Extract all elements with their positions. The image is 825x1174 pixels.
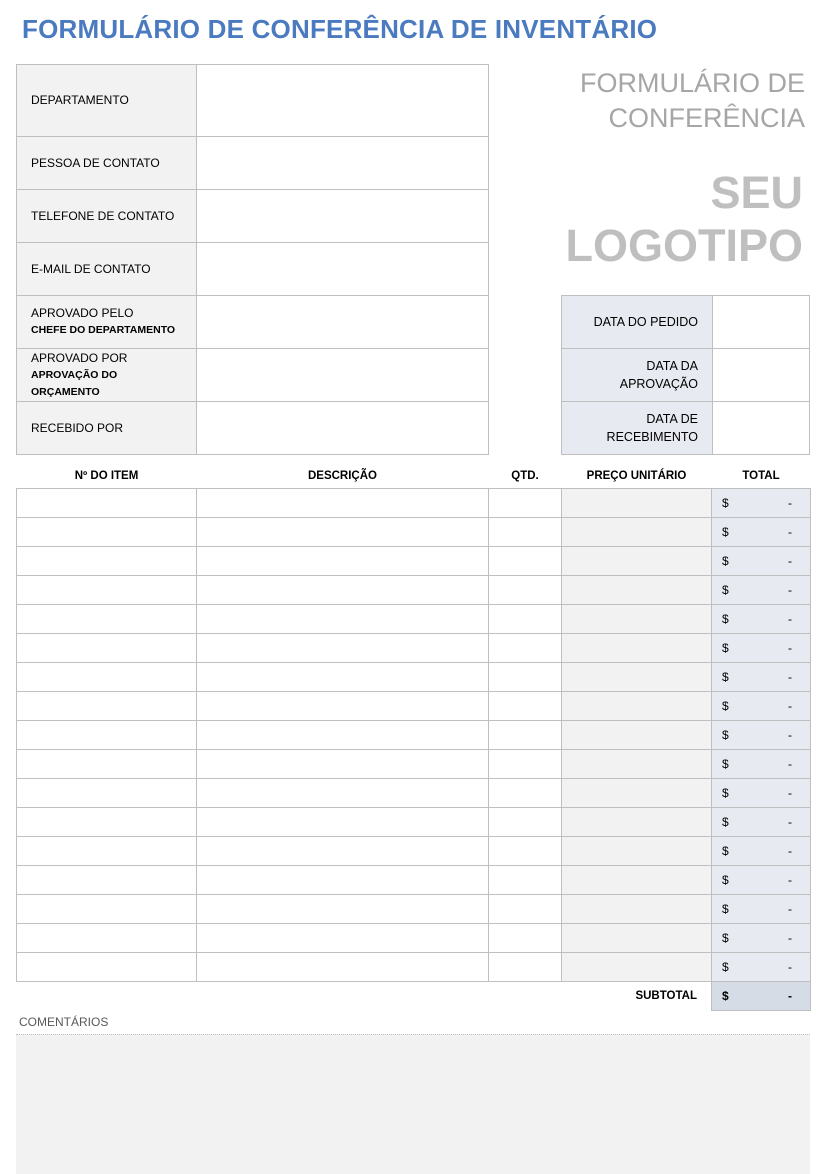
email-contato-field[interactable] [197,243,489,296]
preco-unitario-cell[interactable] [562,662,712,691]
descricao-cell[interactable] [197,691,489,720]
pessoa-contato-field[interactable] [197,137,489,190]
qtd-cell[interactable] [489,517,562,546]
total-cell [712,894,811,923]
subtotal-value [712,981,811,1010]
aprovado-pelo-text: APROVADO PELO [31,306,134,320]
table-row [17,865,811,894]
currency-symbol: $ [722,901,729,916]
currency-symbol: $ [722,495,729,510]
page-title: FORMULÁRIO DE CONFERÊNCIA DE INVENTÁRIO [22,14,658,44]
total-cell [712,517,811,546]
table-row [17,488,811,517]
table-row [17,749,811,778]
comments-label: COMENTÁRIOS [19,1015,109,1029]
table-row [17,923,811,952]
comments-field[interactable] [16,1034,810,1174]
subtitle-line-2: CONFERÊNCIA [608,103,805,133]
total-cell [712,662,811,691]
subtitle-line-1: FORMULÁRIO DE [579,68,805,98]
total-cell [712,720,811,749]
total-amount: - [788,727,792,742]
total-cell [712,807,811,836]
data-aprovacao-field[interactable] [713,349,810,402]
qtd-cell[interactable] [489,778,562,807]
info-table [16,64,489,455]
preco-unitario-cell[interactable] [562,633,712,662]
table-row [17,691,811,720]
currency-symbol: $ [722,930,729,945]
descricao-cell[interactable] [197,778,489,807]
subtotal-label: SUBTOTAL [635,989,697,1002]
total-cell [712,923,811,952]
total-amount: - [788,959,792,974]
qtd-cell[interactable] [489,546,562,575]
currency-symbol: $ [722,698,729,713]
item-number-cell[interactable] [17,923,197,952]
header-total: TOTAL [742,469,780,482]
qtd-cell[interactable] [489,865,562,894]
item-number-cell[interactable] [17,662,197,691]
aprovado-chefe-label [17,296,197,349]
currency-symbol: $ [722,611,729,626]
table-row [17,662,811,691]
telefone-contato-field[interactable] [197,190,489,243]
total-amount: - [788,553,792,568]
currency-symbol: $ [722,582,729,597]
subtotal-amount: - [788,988,792,1003]
item-number-cell[interactable] [17,575,197,604]
table-row [17,604,811,633]
descricao-cell[interactable] [197,952,489,981]
currency-symbol: $ [722,553,729,568]
descricao-cell[interactable] [197,923,489,952]
table-row [17,894,811,923]
total-amount: - [788,756,792,771]
currency-symbol: $ [722,524,729,539]
preco-unitario-cell[interactable] [562,691,712,720]
item-number-cell[interactable] [17,720,197,749]
qtd-cell[interactable] [489,807,562,836]
item-number-cell[interactable] [17,488,197,517]
preco-unitario-cell[interactable] [562,923,712,952]
total-amount: - [788,640,792,655]
total-cell [712,633,811,662]
currency-symbol: $ [722,727,729,742]
descricao-cell[interactable] [197,633,489,662]
total-amount: - [788,582,792,597]
subtotal-currency: $ [722,988,729,1003]
form-subtitle [545,66,805,136]
item-number-cell[interactable] [17,894,197,923]
aprovado-orcamento-label [17,349,197,402]
telefone-contato-label: TELEFONE DE CONTATO [17,190,197,243]
table-row [17,807,811,836]
qtd-cell[interactable] [489,836,562,865]
total-amount: - [788,901,792,916]
item-number-cell[interactable] [17,546,197,575]
preco-unitario-cell[interactable] [562,546,712,575]
header-item-number: Nº DO ITEM [74,469,139,482]
qtd-cell[interactable] [489,952,562,981]
total-amount: - [788,814,792,829]
currency-symbol: $ [722,785,729,800]
currency-symbol: $ [722,640,729,655]
data-recebimento-line-1: DATA DE [646,412,698,426]
preco-unitario-cell[interactable] [562,778,712,807]
total-cell [712,836,811,865]
descricao-cell[interactable] [197,662,489,691]
table-row [17,517,811,546]
item-number-cell[interactable] [17,807,197,836]
total-amount: - [788,611,792,626]
total-amount: - [788,843,792,858]
descricao-cell[interactable] [197,488,489,517]
qtd-cell[interactable] [489,894,562,923]
pessoa-contato-label: PESSOA DE CONTATO [17,137,197,190]
preco-unitario-cell[interactable] [562,836,712,865]
currency-symbol: $ [722,756,729,771]
departamento-label: DEPARTAMENTO [17,65,197,137]
logo-placeholder [523,166,803,272]
chefe-departamento-text: CHEFE DO DEPARTAMENTO [31,324,176,336]
data-recebimento-field[interactable] [713,402,810,455]
total-cell [712,488,811,517]
total-cell [712,749,811,778]
email-contato-label: E-MAIL DE CONTATO [17,243,197,296]
preco-unitario-cell[interactable] [562,894,712,923]
currency-symbol: $ [722,843,729,858]
table-row [17,778,811,807]
currency-symbol: $ [722,814,729,829]
item-number-cell[interactable] [17,778,197,807]
qtd-cell[interactable] [489,691,562,720]
qtd-cell[interactable] [489,923,562,952]
aprovacao-orcamento-text: APROVAÇÃO DO ORÇAMENTO [31,368,118,398]
table-row [17,952,811,981]
departamento-field[interactable] [197,65,489,137]
aprovado-orcamento-field[interactable] [197,349,489,402]
preco-unitario-cell[interactable] [562,575,712,604]
subtotal-row [17,981,811,1010]
table-row [17,575,811,604]
data-aprovacao-label [562,349,713,402]
qtd-cell[interactable] [489,720,562,749]
descricao-cell[interactable] [197,720,489,749]
total-cell [712,546,811,575]
total-amount: - [788,669,792,684]
descricao-cell[interactable] [197,749,489,778]
dates-table [561,295,810,455]
item-number-cell[interactable] [17,952,197,981]
data-pedido-field[interactable] [713,296,810,349]
preco-unitario-cell[interactable] [562,749,712,778]
total-cell [712,952,811,981]
data-aprovacao-line-2: APROVAÇÃO [619,377,698,391]
descricao-cell[interactable] [197,807,489,836]
header-qtd: QTD. [511,469,539,482]
item-number-cell[interactable] [17,633,197,662]
logo-line-2: LOGOTIPO [565,220,803,271]
preco-unitario-cell[interactable] [562,952,712,981]
data-recebimento-line-2: RECEBIMENTO [606,430,698,444]
qtd-cell[interactable] [489,749,562,778]
qtd-cell[interactable] [489,604,562,633]
preco-unitario-cell[interactable] [562,720,712,749]
total-amount: - [788,785,792,800]
table-row [17,633,811,662]
aprovado-chefe-field[interactable] [197,296,489,349]
aprovado-por-text: APROVADO POR [31,350,128,365]
item-number-cell[interactable] [17,604,197,633]
preco-unitario-cell[interactable] [562,604,712,633]
descricao-cell[interactable] [197,517,489,546]
recebido-por-field[interactable] [197,402,489,455]
preco-unitario-cell[interactable] [562,488,712,517]
data-aprovacao-line-1: DATA DA [646,359,698,373]
currency-symbol: $ [722,872,729,887]
total-cell [712,575,811,604]
qtd-cell[interactable] [489,488,562,517]
descricao-cell[interactable] [197,894,489,923]
currency-symbol: $ [722,669,729,684]
descricao-cell[interactable] [197,836,489,865]
total-cell [712,604,811,633]
total-amount: - [788,495,792,510]
item-number-cell[interactable] [17,836,197,865]
preco-unitario-cell[interactable] [562,865,712,894]
item-number-cell[interactable] [17,865,197,894]
total-amount: - [788,524,792,539]
total-cell [712,778,811,807]
descricao-cell[interactable] [197,575,489,604]
descricao-cell[interactable] [197,604,489,633]
table-row [17,720,811,749]
header-preco-unitario: PREÇO UNITÁRIO [586,469,687,482]
table-row [17,836,811,865]
data-pedido-label: DATA DO PEDIDO [562,296,713,349]
items-table [16,464,811,1011]
total-amount: - [788,930,792,945]
qtd-cell[interactable] [489,662,562,691]
item-number-cell[interactable] [17,517,197,546]
item-number-cell[interactable] [17,691,197,720]
header-descricao: DESCRIÇÃO [307,469,377,482]
qtd-cell[interactable] [489,633,562,662]
descricao-cell[interactable] [197,546,489,575]
preco-unitario-cell[interactable] [562,807,712,836]
descricao-cell[interactable] [197,865,489,894]
logo-line-1: SEU [710,167,803,218]
preco-unitario-cell[interactable] [562,517,712,546]
item-number-cell[interactable] [17,749,197,778]
data-recebimento-label [562,402,713,455]
total-amount: - [788,872,792,887]
table-row [17,546,811,575]
total-cell [712,691,811,720]
total-amount: - [788,698,792,713]
currency-symbol: $ [722,959,729,974]
recebido-por-label: RECEBIDO POR [17,402,197,455]
total-cell [712,865,811,894]
qtd-cell[interactable] [489,575,562,604]
